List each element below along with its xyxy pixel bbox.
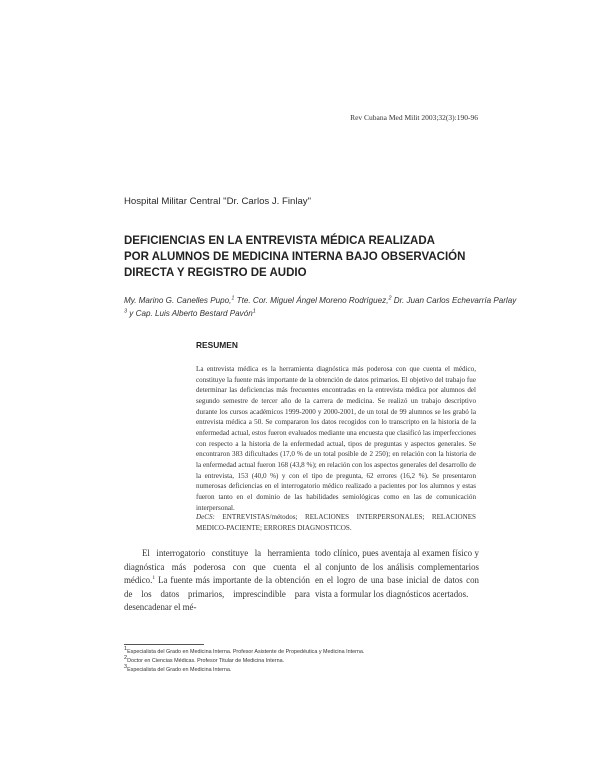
title-line: DIRECTA Y REGISTRO DE AUDIO bbox=[124, 267, 307, 279]
author-affiliation-mark: 3 bbox=[124, 308, 128, 315]
footnote-number: 3 bbox=[124, 664, 128, 671]
footnote bbox=[124, 648, 484, 657]
keywords bbox=[196, 512, 476, 533]
author-name: Tte. Cor. Miguel Ángel Moreno Rodríguez, bbox=[234, 296, 389, 305]
article-title bbox=[124, 233, 504, 281]
body-column-right: todo clínico, pues aventaja al examen físico y al conjunto de los análisis complementarios en el logro de una base inicial de datos con vista a formular los diagnósticos acertados. bbox=[315, 548, 479, 599]
author-name: Dr. Juan Carlos Echevarría Parlay bbox=[391, 296, 517, 305]
body-column-left bbox=[124, 547, 310, 615]
footnote bbox=[124, 657, 484, 666]
author-line bbox=[124, 294, 517, 307]
title-line: DEFICIENCIAS EN LA ENTREVISTA MÉDICA REALIZADA bbox=[124, 235, 435, 247]
abstract-heading: RESUMEN bbox=[196, 340, 238, 350]
journal-reference: Rev Cubana Med Milit 2003;32(3):190-96 bbox=[350, 113, 478, 122]
citation-mark: 1 bbox=[152, 575, 156, 582]
body-text: La fuente más importante de la obtención de los datos primarios, imprescindible para desencadenar el mé- bbox=[124, 575, 310, 613]
author-affiliation-mark: 1 bbox=[231, 295, 235, 302]
footnote-number: 2 bbox=[124, 655, 128, 662]
author-line bbox=[124, 307, 484, 320]
footnote-text: Especialista del Grado en Medicina Interna. Profesor Asistente de Propedéutica y Medicina Interna. bbox=[127, 649, 365, 655]
footnote bbox=[124, 666, 484, 675]
footnote-text: Especialista del Grado en Medicina Interna. bbox=[127, 667, 232, 674]
author-name: y Cap. Luis Alberto Bestard Pavón bbox=[127, 309, 253, 318]
abstract-text: La entrevista médica es la herramienta diagnóstica más poderosa con que cuenta el médico, constituye la fuente más importante de la obtención de datos primarios. El objetivo del trabajo fue determinar las deficiencias más frecuentes encontradas en la entrevista médica por alumnos del segundo semestre de tercer año de la carrera de medicina. Se realizó un trabajo descriptivo durante los cursos académicos 1999-2000 y 2000-2001, de un total de 99 alumnos se les grabó la entrevista médica a 50. Se compararon los datos recogidos con lo transcripto en la historia de la enfermedad actual, estos fueron evaluados mediante una encuesta que clasificó las imperfecciones con respecto a la historia de la enfermedad actual, tipos de preguntas y aspectos generales. Se encontraron 383 dificultades (17,0 % de un total posible de 2 250); en relación con la historia de la enfermedad actual fueron 168 (43,8 %); en relación con los aspectos generales del desarrollo de la entrevista, 153 (40,0 %) y con el tipo de pregunta, 62 errores (16,2 %). Se presentaron numerosas deficiencias en el interrogatorio médico realizado a pacientes por los alumnos y estas fueron tanto en el dominio de las habilidades semiológicas como en las de comunicación interpersonal. bbox=[196, 365, 476, 512]
footnote-text: Doctor en Ciencias Médicas. Profesor Titular de Medicina Interna. bbox=[127, 658, 285, 665]
keywords-label: DeCS: bbox=[196, 513, 215, 521]
author-affiliation-mark: 2 bbox=[388, 295, 392, 302]
author-affiliation-mark: 1 bbox=[252, 308, 256, 315]
author-list bbox=[124, 294, 517, 320]
footnote-divider bbox=[124, 644, 204, 645]
body-text: El interrogatorio constituye la herramienta diagnóstica más poderosa con que cuenta el médico. bbox=[124, 548, 310, 586]
author-name: My. Marino G. Canelles Pupo, bbox=[124, 296, 232, 305]
institution: Hospital Militar Central "Dr. Carlos J. Finlay" bbox=[124, 196, 312, 207]
title-line: POR ALUMNOS DE MEDICINA INTERNA BAJO OBSERVACIÓN bbox=[124, 251, 466, 263]
footnotes bbox=[124, 648, 484, 676]
keywords-text: ENTREVISTAS/métodos; RELACIONES INTERPERSONALES; RELACIONES MEDICO-PACIENTE; ERRORES DIAGNOSTICOS. bbox=[196, 513, 476, 532]
footnote-number: 1 bbox=[124, 646, 128, 653]
